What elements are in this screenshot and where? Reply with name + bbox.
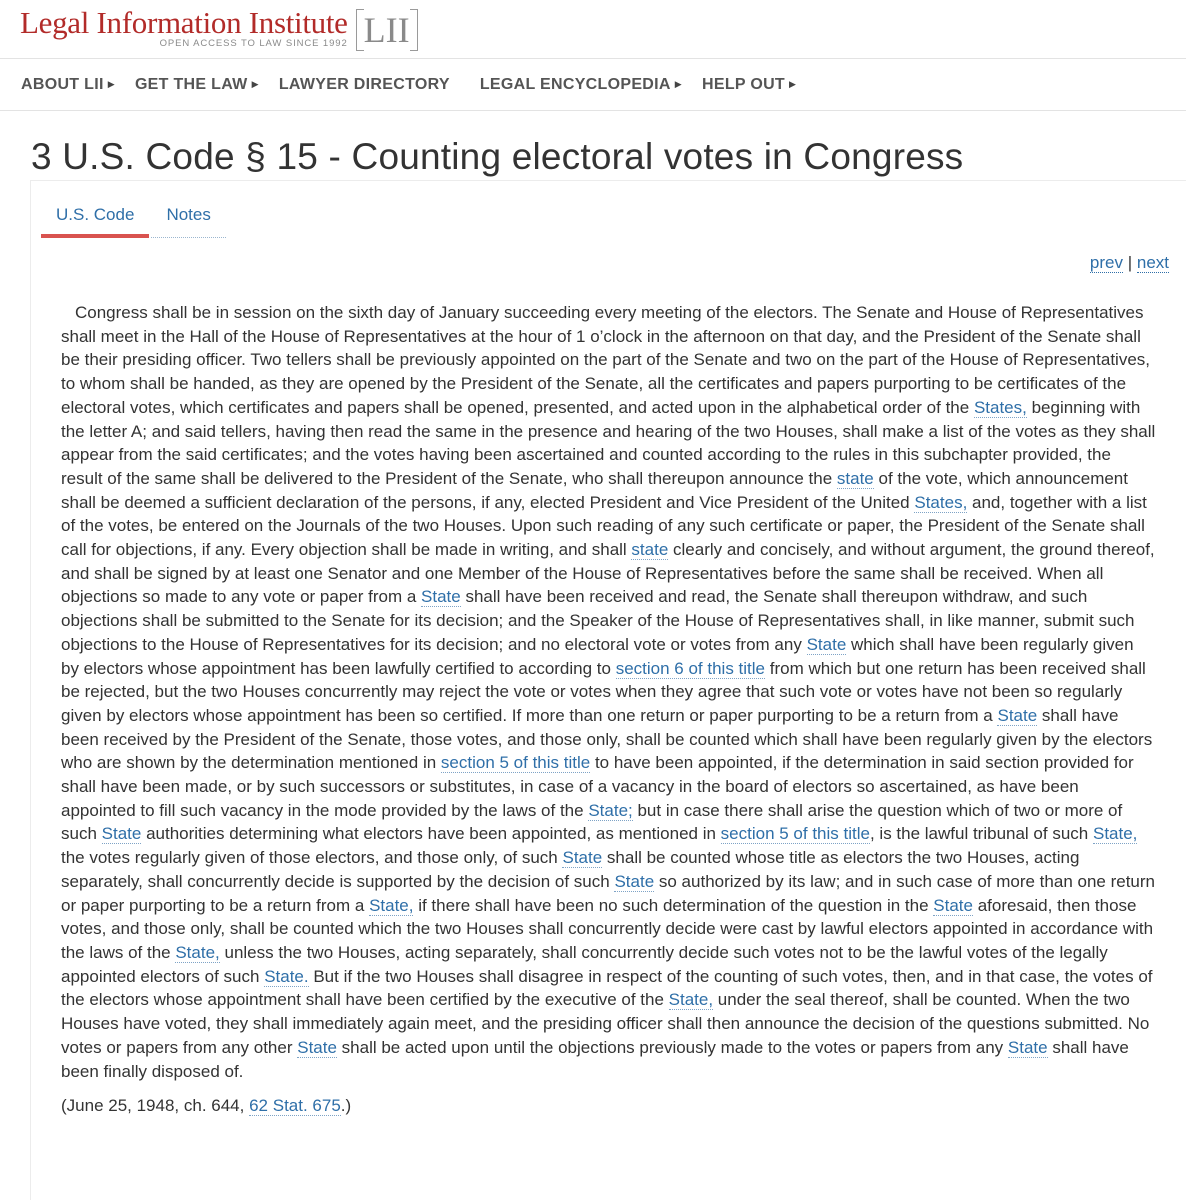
defined-term-link[interactable]: State xyxy=(297,1037,337,1057)
nav-item-get-the-law[interactable] xyxy=(135,76,259,94)
defined-term-link[interactable]: state xyxy=(836,468,874,488)
source-credits xyxy=(61,1094,1156,1118)
statute-text-run: unless the two Houses, acting separately, shall concurrently decide such votes not to be the lawful votes of the legally appointed electors of such xyxy=(61,942,1108,986)
caret-right-icon: ▶ xyxy=(674,79,682,89)
credits-text: (June 25, 1948, ch. 644, xyxy=(61,1096,250,1116)
cross-reference-link[interactable]: section 5 of this title xyxy=(720,824,870,844)
pager xyxy=(1090,253,1169,273)
nav-item-label: GET THE LAW xyxy=(134,75,248,93)
statute-text-run: under the seal thereof, shall be counted. When the two Houses have voted, they shall immediately again meet, and the presiding officer shall then announce the decision of the questions submitted. No votes or papers from any other xyxy=(61,990,1150,1057)
defined-term-link[interactable]: State xyxy=(562,848,603,868)
cross-reference-link[interactable]: section 6 of this title xyxy=(615,658,766,678)
defined-term-link[interactable]: State xyxy=(101,824,142,844)
statute-text-run: beginning with the letter A; and said tellers, having then read the same in the presence and hearing of the two Houses, shall make a list of the votes as they shall appear from the said certificates; and the votes having been ascertained and counted according to the rules in this subchapter provided, the result of the same shall be delivered to the President of the Senate, who shall thereupon announce the xyxy=(61,397,1156,488)
statute-text-run: so authorized by its law; and in such case of more than one return or paper purporting to be a return from a xyxy=(61,871,1155,915)
main-nav xyxy=(0,58,1186,111)
statute-text-run: shall have been finally disposed of. xyxy=(61,1037,1129,1081)
tab-notes[interactable]: Notes xyxy=(151,181,225,238)
nav-item-help-out[interactable] xyxy=(702,76,796,94)
defined-term-link[interactable]: State. xyxy=(264,966,309,986)
nav-item-lawyer-directory[interactable] xyxy=(279,76,450,94)
statute-paragraph xyxy=(61,301,1156,1083)
page-title: 3 U.S. Code § 15 - Counting electoral votes in Congress xyxy=(31,136,964,177)
defined-term-link[interactable]: State xyxy=(614,871,655,891)
statute-text-run: shall have been received and read, the Senate shall thereupon withdraw, and such objections shall be submitted to the Senate for its decision; and the Speaker of the House of Representatives shall, in like manner, submit such objections to the House of Representatives for its decision; and no electoral vote or votes from any xyxy=(61,587,1135,654)
statute-at-large-link[interactable]: 62 Stat. 675 xyxy=(249,1096,341,1116)
tab-us-code[interactable]: U.S. Code xyxy=(41,181,149,238)
caret-right-icon: ▶ xyxy=(789,79,797,89)
cross-reference-link[interactable]: section 5 of this title xyxy=(440,753,591,773)
caret-right-icon: ▶ xyxy=(251,79,259,89)
defined-term-link[interactable]: State, xyxy=(369,895,414,915)
nav-item-label: HELP OUT xyxy=(702,75,786,93)
nav-item-legal-encyclopedia[interactable] xyxy=(480,76,682,94)
statute-text-run: and, together with a list of the votes, be entered on the Journals of the two Houses. Upon such reading of any such certificate or paper, the President of the Senate shall call for objections, if any. Every objection shall be made in writing, and shall xyxy=(61,492,1147,560)
statute-text-run: shall have been received by the President of the Senate, those votes, and those only, shall be counted which shall have been regularly given by the electors who are shown by the determination mentioned in xyxy=(61,705,1153,773)
nav-item-about-lii[interactable] xyxy=(21,76,115,94)
defined-term-link[interactable]: state xyxy=(631,540,669,560)
defined-term-link[interactable]: State xyxy=(933,895,973,915)
statute-text-run: which shall have been regularly given by electors whose appointment has been lawfully certified to according to xyxy=(61,634,1134,678)
lii-badge-icon: LII xyxy=(356,9,418,51)
statute-text-run: if there shall have been no such determination of the question in the xyxy=(413,895,934,915)
statute-text xyxy=(61,301,1156,1118)
nav-item-label: LAWYER DIRECTORY xyxy=(278,75,450,93)
nav-item-label: LEGAL ENCYCLOPEDIA xyxy=(479,75,671,93)
caret-right-icon: ▶ xyxy=(107,79,115,89)
statute-text-run: shall be counted whose title as electors the two Houses, acting separately, shall concurrently decide is supported by the decision of such xyxy=(61,848,1080,891)
statute-text-run: to have been appointed, if the determination in said section provided for shall have been made, or by such successors or substitutes, in case of a vacancy in the board of electors so ascertained, as have been appointed to fill such vacancy in the mode provided by the laws of the xyxy=(61,753,1134,820)
defined-term-link[interactable]: State xyxy=(806,634,847,654)
defined-term-link[interactable]: State xyxy=(997,705,1038,725)
statute-text-run: of the vote, which announcement shall be deemed a sufficient declaration of the persons, if any, elected President and Vice President of the United xyxy=(61,468,1128,512)
site-tagline: OPEN ACCESS TO LAW SINCE 1992 xyxy=(159,38,348,49)
statute-text-run: shall be acted upon until the objections previously made to the votes or papers from any xyxy=(336,1037,1008,1057)
defined-term-link[interactable]: State, xyxy=(175,942,220,962)
credits-text: .) xyxy=(340,1096,352,1116)
logo-text xyxy=(20,6,348,49)
statute-text-run: authorities determining what electors have been appointed, as mentioned in xyxy=(141,824,721,844)
defined-term-link[interactable]: States, xyxy=(973,397,1027,417)
defined-term-link[interactable]: State, xyxy=(1092,824,1138,844)
defined-term-link[interactable]: State xyxy=(421,587,461,607)
site-name: Legal Information Institute xyxy=(20,5,348,40)
statute-text-run: clearly and concisely, and without argument, the ground thereof, and shall be signed by at least one Senator and one Member of the House of Representatives before the same shall be received. When all objections so made to any vote or paper from a xyxy=(61,540,1155,607)
next-link[interactable]: next xyxy=(1136,253,1169,272)
nav-item-label: ABOUT LII xyxy=(21,75,104,93)
statute-text-run: , is the lawful tribunal of such xyxy=(869,824,1093,844)
defined-term-link[interactable]: State xyxy=(1007,1037,1048,1057)
defined-term-link[interactable]: States, xyxy=(914,492,968,512)
content-panel xyxy=(30,180,1186,1200)
defined-term-link[interactable]: State, xyxy=(668,990,714,1010)
pager-separator: | xyxy=(1127,253,1133,272)
statute-text-run: aforesaid, then those votes, and those only, shall be counted which the two Houses shall concurrently decide were cast by lawful electors appointed in accordance with the laws of the xyxy=(61,895,1154,962)
statute-text-run: Congress shall be in session on the sixth day of January succeeding every meeting of the electors. The Senate and House of Representatives shall meet in the Hall of the House of Representatives at the hour of 1 o’clock in the afternoon on that day, and the President of the Senate shall be their presiding officer. Two tellers shall be previously appointed on the part of the Senate and two on the part of the House of Representatives, to whom shall be handed, as they are opened by the President of the Senate, all the certificates and papers purporting to be certificates of the electoral votes, which certificates and papers shall be opened, presented, and acted upon in the alphabetical order of the xyxy=(61,303,1150,417)
statute-text-run: but in case there shall arise the question which of two or more of such xyxy=(61,800,1123,844)
tab-bar xyxy=(41,181,226,238)
statute-text-run: from which but one return has been received shall be rejected, but the two Houses concurrently may reject the vote or votes when they agree that such vote or votes have not been so regularly given by electors whose appointment has been so certified. If more than one return or paper purporting to be a return from a xyxy=(61,658,1146,725)
statute-text-run: the votes regularly given of those electors, and those only, of such xyxy=(61,848,563,868)
defined-term-link[interactable]: State; xyxy=(588,800,633,820)
statute-text-run: But if the two Houses shall disagree in respect of the counting of such votes, then, and in that case, the votes of the electors whose appointment shall have been certified by the executive of the xyxy=(61,966,1153,1010)
prev-link[interactable]: prev xyxy=(1089,253,1123,272)
site-logo[interactable] xyxy=(20,6,418,51)
site-header xyxy=(0,0,1186,58)
